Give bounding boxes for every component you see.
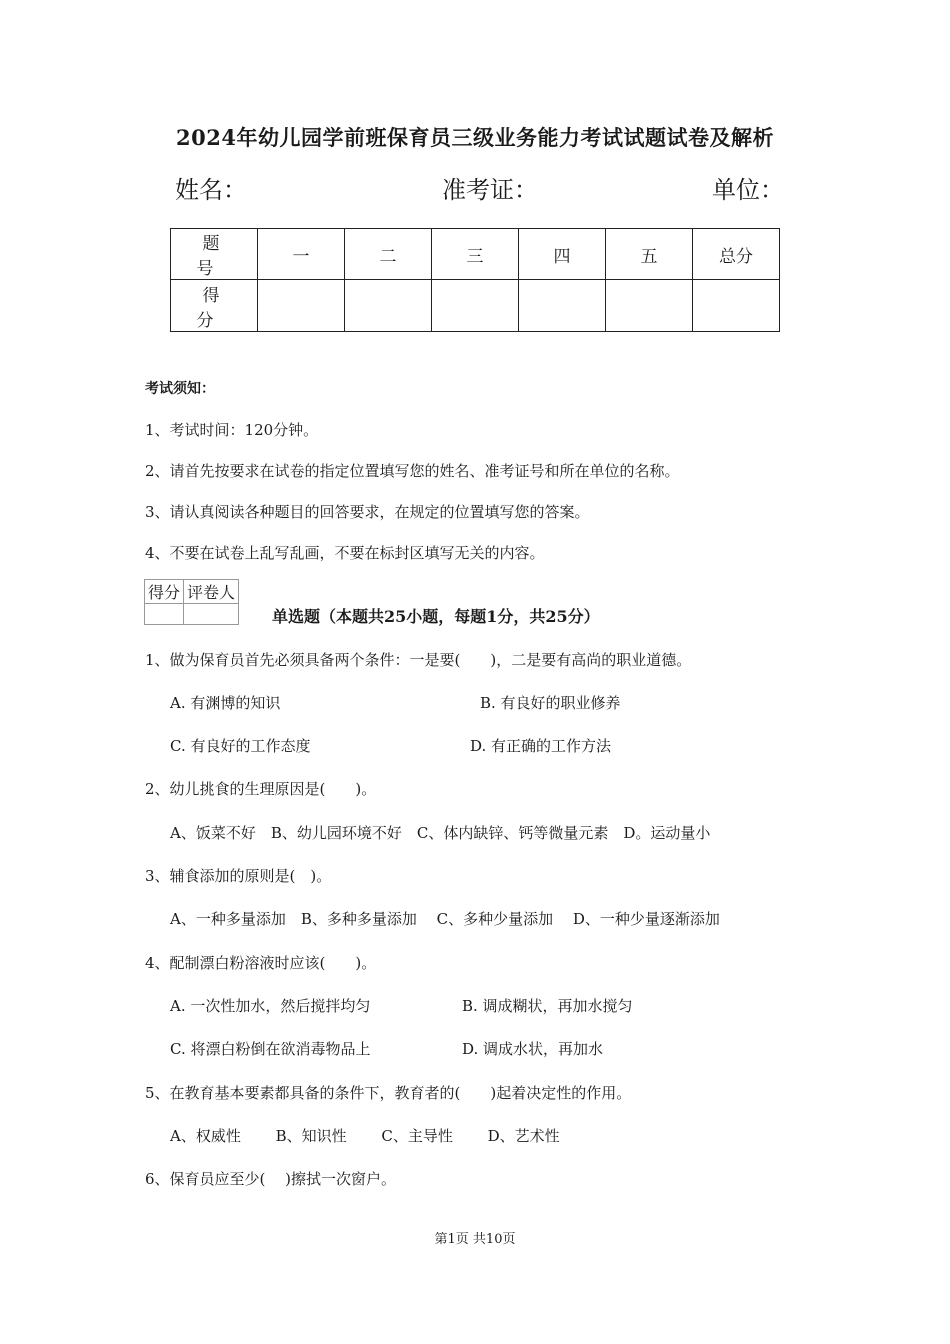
notice-item: 4、不要在试卷上乱写乱画，不要在标封区填写无关的内容。 [145,544,545,562]
notice-item: 1、考试时间：120分钟。 [145,421,319,439]
page-footer: 第1页 共10页 [434,1232,516,1247]
score-cell [432,280,519,332]
question-4-option-d: D. 调成水状，再加水 [462,1040,604,1058]
question-2-options: A、饭菜不好 B、幼儿园环境不好 C、体内缺锌、钙等微量元素 D。运动量小 [170,824,711,842]
score-cell [345,280,432,332]
score-header-cell: 二 [345,229,432,280]
question-1-option-c: C. 有良好的工作态度 [170,737,311,755]
grader-reviewer-cell [184,604,239,625]
exam-number-label: 准考证： [442,176,538,204]
question-1-option-d: D. 有正确的工作方法 [470,737,612,755]
grader-box [144,579,239,625]
score-table-header-row [171,229,780,280]
question-3-options: A、一种多量添加 B、多种多量添加 C、多种少量添加 D、一种少量逐渐添加 [170,910,720,928]
unit-label: 单位： [712,176,784,204]
score-table [170,228,780,332]
score-row-label: 得 分 [171,280,258,332]
score-cell [693,280,780,332]
page-title: 2024年幼儿园学前班保育员三级业务能力考试试题试卷及解析 [176,125,774,150]
score-header-cell: 五 [606,229,693,280]
score-header-cell: 四 [519,229,606,280]
score-cell [606,280,693,332]
question-4-option-b: B. 调成糊状，再加水搅匀 [462,997,633,1015]
grader-score-cell [145,604,184,625]
question-1-option-a: A. 有渊博的知识 [170,694,281,712]
name-label: 姓名： [175,176,247,204]
question-6-stem: 6、保育员应至少( )擦拭一次窗户。 [145,1170,397,1188]
notice-item: 2、请首先按要求在试卷的指定位置填写您的姓名、准考证号和所在单位的名称。 [145,462,680,480]
section-title: 单选题（本题共25小题，每题1分，共25分） [272,607,600,626]
score-header-cell: 题 号 [171,229,258,280]
score-header-cell: 三 [432,229,519,280]
question-4-option-c: C. 将漂白粉倒在欲消毒物品上 [170,1040,371,1058]
score-table-score-row [171,280,780,332]
score-cell [519,280,606,332]
question-4-option-a: A. 一次性加水，然后搅拌均匀 [170,997,371,1015]
question-3-stem: 3、辅食添加的原则是( )。 [145,867,332,885]
question-1-option-b: B. 有良好的职业修养 [480,694,621,712]
grader-reviewer-label: 评卷人 [184,580,239,604]
question-5-options: A、权威性 B、知识性 C、主导性 D、艺术性 [170,1127,560,1145]
question-1-stem: 1、做为保育员首先必须具备两个条件：一是要( )，二是要有高尚的职业道德。 [145,651,692,669]
question-5-stem: 5、在教育基本要素都具备的条件下，教育者的( )起着决定性的作用。 [145,1084,632,1102]
grader-score-label: 得分 [145,580,184,604]
score-header-cell: 总分 [693,229,780,280]
question-4-stem: 4、配制漂白粉溶液时应该( )。 [145,954,377,972]
question-2-stem: 2、幼儿挑食的生理原因是( )。 [145,780,377,798]
notice-item: 3、请认真阅读各种题目的回答要求，在规定的位置填写您的答案。 [145,503,590,521]
score-header-cell: 一 [258,229,345,280]
notice-heading: 考试须知： [145,381,215,397]
